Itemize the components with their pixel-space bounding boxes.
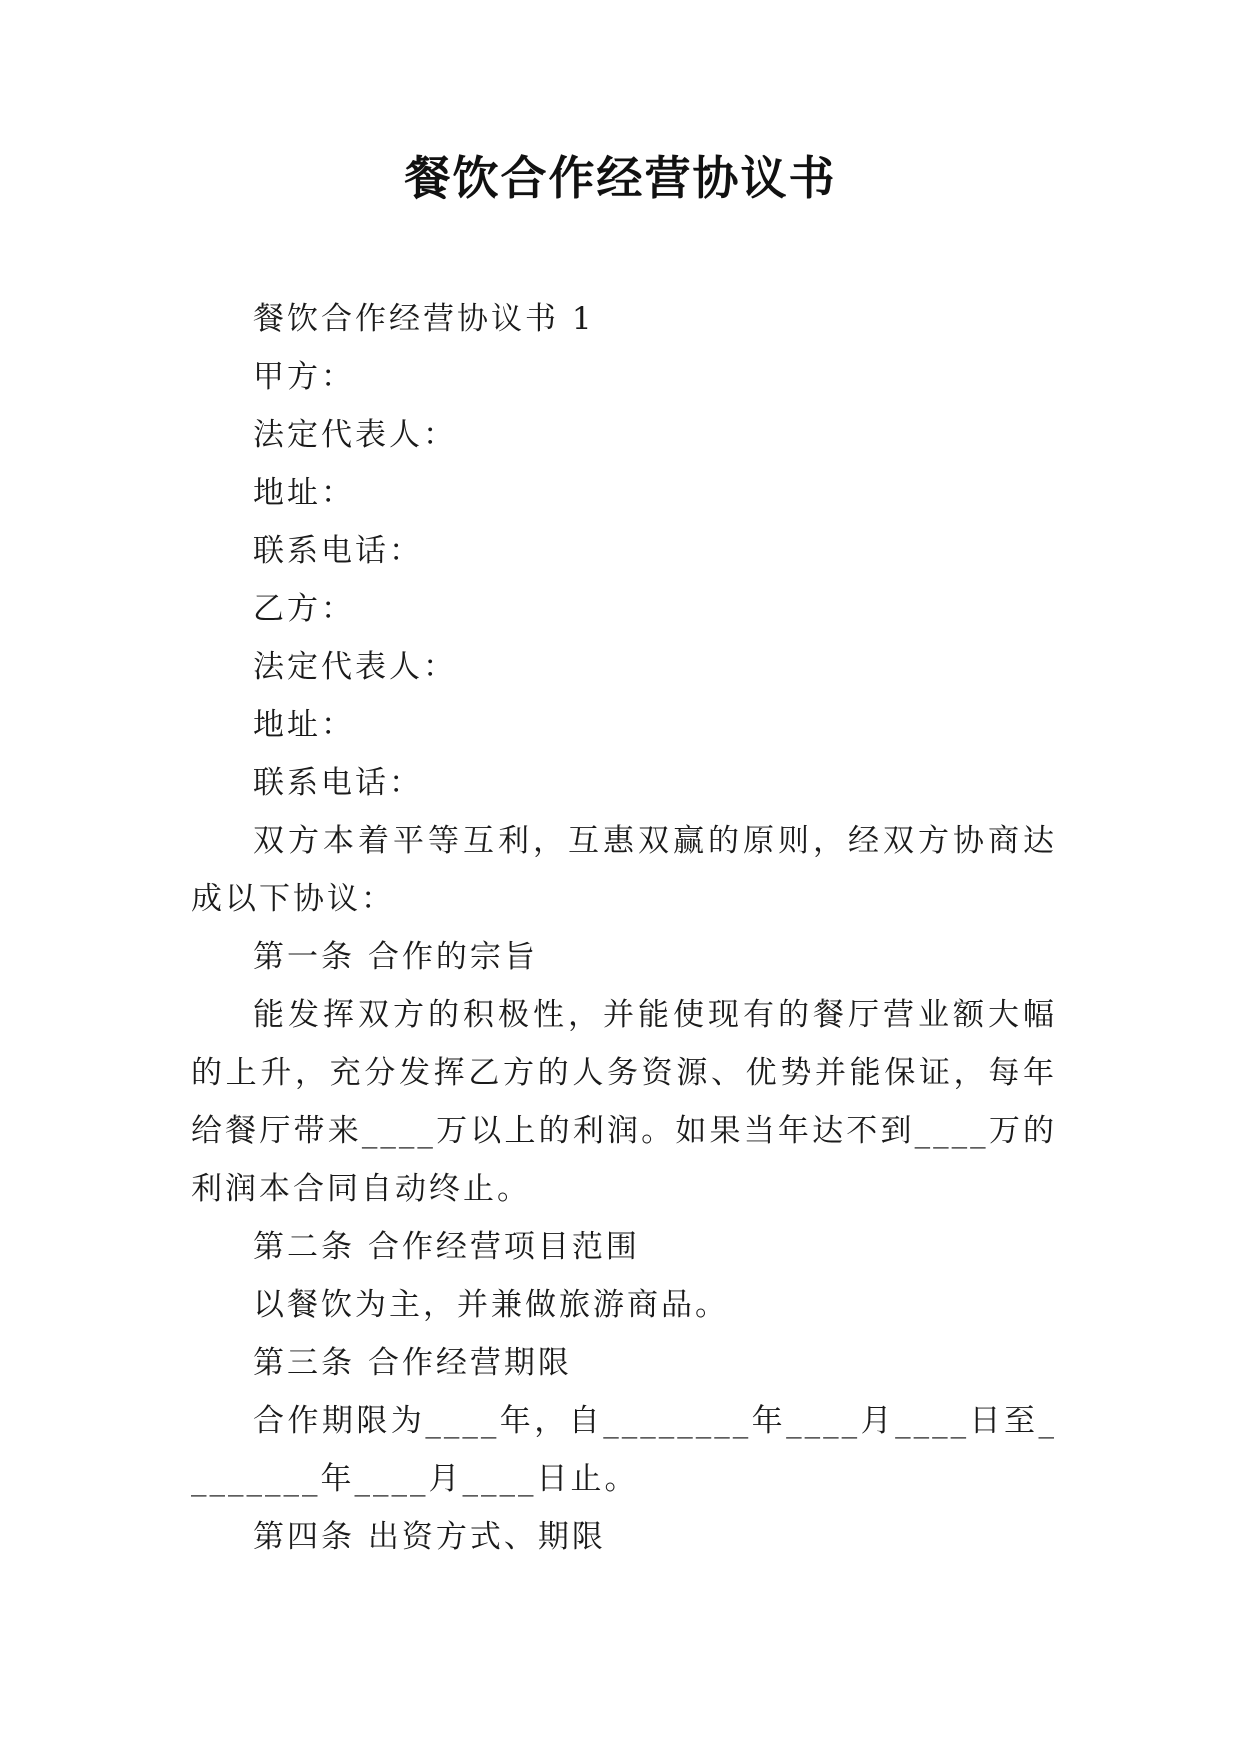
article-4-heading: 第四条 出资方式、期限 — [253, 1519, 606, 1555]
article-1-heading: 第一条 合作的宗旨 — [253, 939, 538, 975]
party-a-address: 地址： — [253, 475, 355, 511]
document-title: 餐饮合作经营协议书 — [404, 151, 837, 205]
article-3-heading: 第三条 合作经营期限 — [253, 1345, 572, 1381]
party-a-representative: 法定代表人： — [253, 417, 457, 453]
article-2-text: 以餐饮为主，并兼做旅游商品。 — [253, 1287, 729, 1323]
party-b-label: 乙方： — [253, 591, 355, 627]
party-b-representative: 法定代表人： — [253, 649, 457, 685]
paragraph-heading-1: 餐饮合作经营协议书 1 — [253, 301, 595, 337]
party-a-phone: 联系电话： — [253, 533, 423, 569]
agreement-intro: 双方本着平等互利，互惠双赢的原则，经双方协商达成以下协议： — [191, 823, 1057, 917]
party-b-phone: 联系电话： — [253, 765, 423, 801]
article-3-text: 合作期限为____年，自________年____月____日至________年____月____日止。 — [191, 1403, 1057, 1497]
article-1-text: 能发挥双方的积极性，并能使现有的餐厅营业额大幅的上升，充分发挥乙方的人务资源、优势并能保证，每年给餐厅带来____万以上的利润。如果当年达不到____万的利润本合同自动终止。 — [191, 997, 1057, 1207]
party-b-address: 地址： — [253, 707, 355, 743]
party-a-label: 甲方： — [253, 359, 355, 395]
document-body — [191, 290, 1057, 1566]
article-2-heading: 第二条 合作经营项目范围 — [253, 1229, 640, 1265]
